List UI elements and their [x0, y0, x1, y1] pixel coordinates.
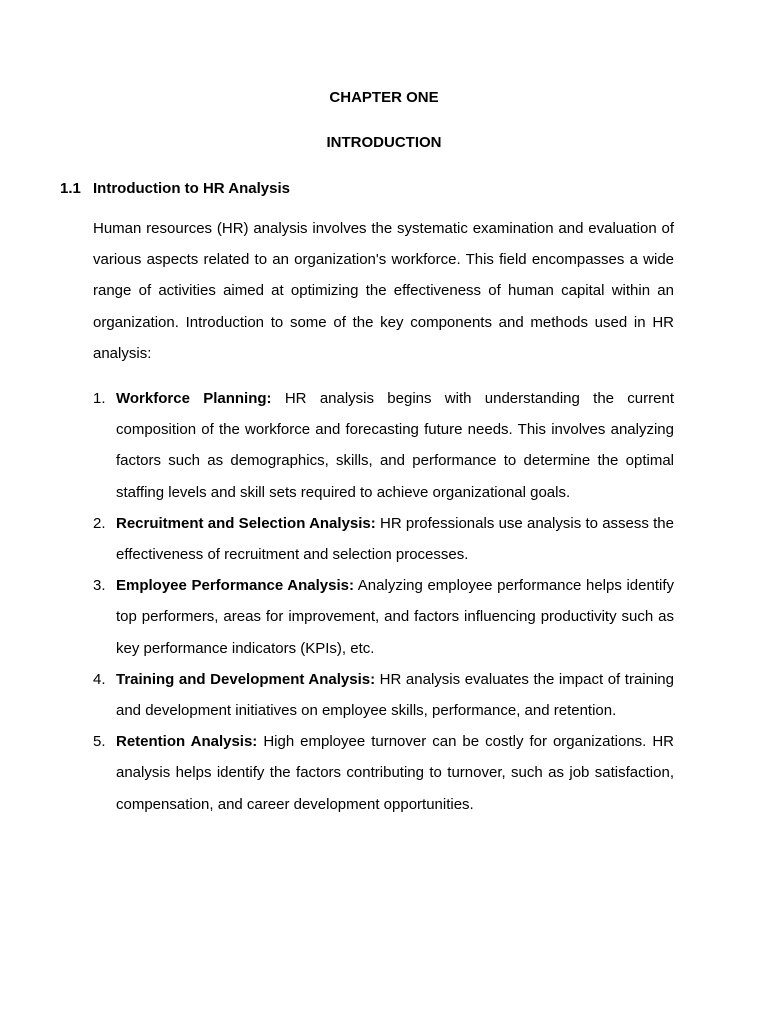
- chapter-label: CHAPTER ONE: [329, 89, 439, 106]
- section-title: Introduction to HR Analysis: [93, 180, 290, 197]
- list-item-number: 3.: [93, 577, 106, 595]
- list-item-number: 1.: [93, 390, 106, 407]
- chapter-title: INTRODUCTION: [326, 134, 442, 151]
- list-item-title: Training and Development Analysis:: [116, 670, 376, 688]
- list-item: [93, 383, 674, 508]
- list-item-text: HR analysis begins with understanding the current composition of the workforce and forecasting future needs. This involves analyzing factors such as demographics, skills, and performance to determine the optimal staffing levels and skill sets required to achieve organizational goals.: [116, 390, 674, 501]
- list-item-text: HR analysis evaluates the impact of training and development initiatives on employee skills, performance, and retention.: [116, 670, 674, 720]
- list-item-number: 2.: [93, 514, 106, 532]
- list-item-number: 5.: [93, 733, 106, 751]
- list-item: [93, 570, 674, 664]
- list-item-title: Workforce Planning:: [116, 390, 272, 407]
- list-item: [93, 726, 674, 820]
- list-item: [93, 664, 674, 726]
- list-item-title: Recruitment and Selection Analysis:: [116, 514, 376, 532]
- list-item-number: 4.: [93, 670, 106, 688]
- section-number: 1.1: [60, 180, 81, 197]
- component-list: [93, 383, 674, 820]
- list-item-title: Employee Performance Analysis:: [116, 577, 354, 595]
- intro-paragraph: Human resources (HR) analysis involves the systematic examination and evaluation of various aspects related to an organization's workforce. This field encompasses a wide range of activities aimed at optimizing the effectiveness of human capital within an organization. Introduction to some of the key components and methods used in HR analysis:: [93, 220, 674, 362]
- list-item-title: Retention Analysis:: [116, 733, 258, 751]
- section-heading: [60, 179, 290, 199]
- list-item: [93, 508, 674, 570]
- list-item-text: HR professionals use analysis to assess the effectiveness of recruitment and selection processes.: [116, 514, 674, 564]
- list-item-text: Analyzing employee performance helps identify top performers, areas for improvement, and factors influencing productivity such as key performance indicators (KPIs), etc.: [116, 577, 674, 657]
- list-item-text: High employee turnover can be costly for organizations. HR analysis helps identify the factors contributing to turnover, such as job satisfaction, compensation, and career development opportunities.: [116, 733, 675, 813]
